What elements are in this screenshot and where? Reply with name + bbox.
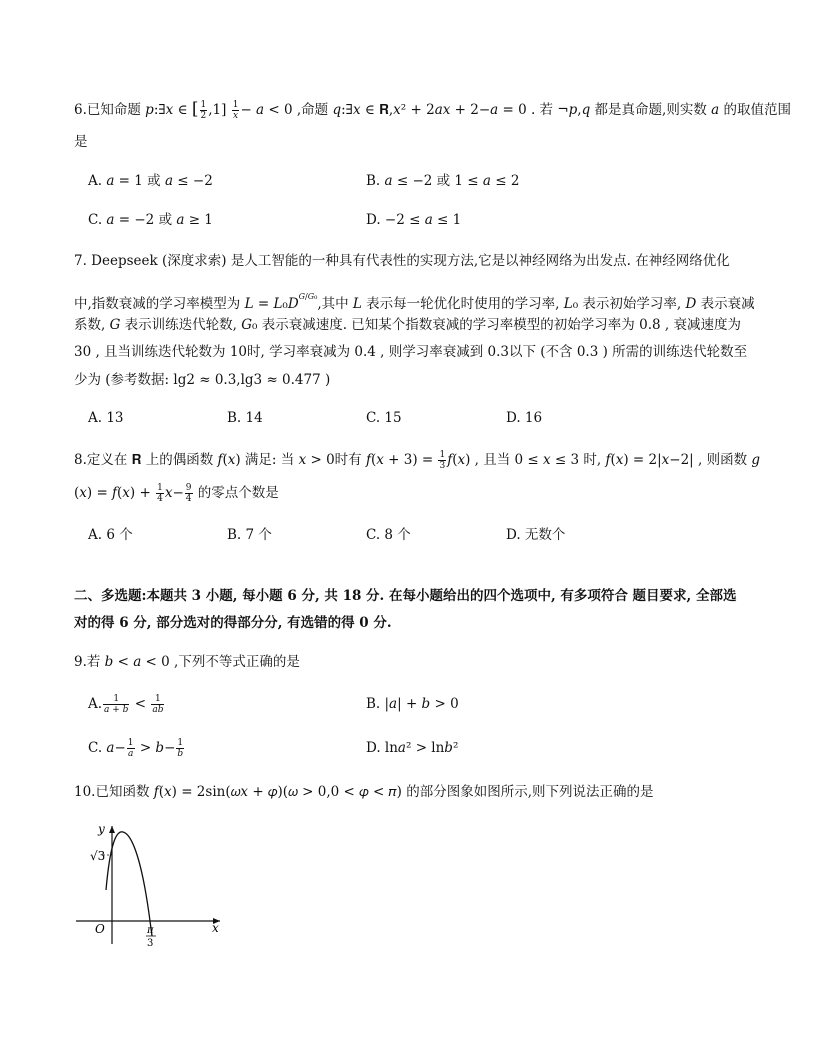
q6-line-2: 是 xyxy=(74,134,88,150)
x-tick-three: 3 xyxy=(147,938,154,949)
q9-option-a[interactable] xyxy=(88,694,165,715)
q9-a-fraction-2: $\frac{1}{\text{𝑎𝑏}}$ xyxy=(152,694,164,715)
q9-c-fraction-1: $\frac{1}{\text{𝑎}}$ xyxy=(127,738,134,759)
q8-text-2b: 𝑥− xyxy=(164,485,184,501)
q7-option-b[interactable]: B. 14 xyxy=(227,410,263,426)
q8-option-a[interactable]: A. 6 个 xyxy=(88,527,133,543)
q6-option-a[interactable]: A. 𝑎 = 1 或 𝑎 ≤ −2 xyxy=(88,173,213,189)
q6-line-1 xyxy=(74,99,791,121)
q7-line-1: 7. Deepseek (深度求索) 是人工智能的一种具有代表性的实现方法,它是以神经网络为出发点. 在神经网络优化 xyxy=(74,253,730,269)
q10-graph xyxy=(70,820,230,950)
q6-interval-mid: ,1] xyxy=(208,102,227,118)
q8-nine-quarters-fraction: $\frac{9}{4}$ xyxy=(185,483,192,504)
x-tick-pi: π xyxy=(147,925,154,936)
q9-a-less-than: < xyxy=(130,696,151,712)
y-axis-arrow xyxy=(109,826,115,833)
sine-curve xyxy=(106,832,152,936)
q9-a-fraction-1: $\frac{1}{\text{𝑎 + 𝑏}}$ xyxy=(104,694,129,715)
q7-text-2b: ,其中 𝐿 表示每一轮优化时使用的学习率, 𝐿₀ 表示初始学习率, 𝐷 表示衰减 xyxy=(317,296,755,312)
q8-quarter-fraction: $\frac{1}{4}$ xyxy=(157,483,163,504)
q7-option-a[interactable]: A. 13 xyxy=(88,410,124,426)
q9-c-greater-than: > 𝑏− xyxy=(135,740,176,756)
section2-heading-line-2: 对的得 6 分, 部分选对的得部分分, 有选错的得 0 分. xyxy=(74,615,392,631)
q8-text-1b: 𝑓(𝑥) , 且当 0 ≤ 𝑥 ≤ 3 时, 𝑓(𝑥) = 2|𝑥−2| , 则函数 𝑔 xyxy=(447,452,761,468)
q7-line-2 xyxy=(74,287,755,314)
q9-option-c[interactable] xyxy=(88,738,185,759)
q9-stem: 9.若 𝑏 < 𝑎 < 0 ,下列不等式正确的是 xyxy=(74,654,300,670)
q7-text-2a: 中,指数衰减的学习率模型为 𝐿 = 𝐿₀𝐷 xyxy=(74,296,299,312)
q6-option-c[interactable]: C. 𝑎 = −2 或 𝑎 ≥ 1 xyxy=(88,212,213,228)
q7-line-4: 30 , 且当训练迭代轮数为 10时, 学习率衰减为 0.4 , 则学习率衰减到 0.3以下 (不含 0.3 ) 所需的训练迭代轮数至 xyxy=(74,344,748,360)
q6-text-1: 6.已知命题 𝑝:∃𝑥 ∈ xyxy=(74,102,192,118)
q6-half-fraction: $\frac{1}{2}$ xyxy=(200,100,207,121)
q8-text-2c: 的零点个数是 xyxy=(193,485,279,501)
q8-option-d[interactable]: D. 无数个 xyxy=(506,527,566,543)
q10-stem: 10.已知函数 𝑓(𝑥) = 2sin(𝜔𝑥 + 𝜑)(𝜔 > 0,0 < 𝜑 < 𝜋) 的部分图象如图所示,则下列说法正确的是 xyxy=(74,784,654,800)
q8-option-b[interactable]: B. 7 个 xyxy=(227,527,272,543)
q6-reciprocal-fraction: $\frac{1}{\text{𝑥}}$ xyxy=(232,100,239,121)
q9-a-label: A. xyxy=(88,696,103,712)
q7-exponent: 𝐺/𝐺₀ xyxy=(298,292,318,301)
q6-option-d[interactable]: D. −2 ≤ 𝑎 ≤ 1 xyxy=(366,212,462,228)
q8-line-1 xyxy=(74,450,760,471)
q9-option-b[interactable]: B. |𝑎| + 𝑏 > 0 xyxy=(366,696,459,712)
q8-third-fraction: $\frac{1}{3}$ xyxy=(439,450,446,471)
q7-line-3: 系数, 𝐺 表示训练迭代轮数, 𝐺₀ 表示衰减速度. 已知某个指数衰减的学习率模型的初始学习率为 0.8 , 衰减速度为 xyxy=(74,317,741,333)
origin-label: O xyxy=(95,922,105,936)
q8-line-2 xyxy=(74,483,279,504)
x-axis-label: x xyxy=(212,921,219,935)
q9-c-label: C. 𝑎− xyxy=(88,740,126,756)
q8-text-2a: (𝑥) = 𝑓(𝑥) + xyxy=(74,485,156,501)
section2-heading-line-1: 二、多选题:本题共 3 小题, 每小题 6 分, 共 18 分. 在每小题给出的四个选项中, 有多项符合 题目要求, 全部选 xyxy=(74,588,737,604)
q8-option-c[interactable]: C. 8 个 xyxy=(366,527,411,543)
y-axis-label: y xyxy=(98,822,105,836)
q9-c-fraction-2: $\frac{1}{\text{𝑏}}$ xyxy=(177,738,184,759)
q6-interval-open: [ xyxy=(191,99,199,119)
q9-option-d[interactable]: D. ln𝑎² > ln𝑏² xyxy=(366,740,459,756)
q7-option-c[interactable]: C. 15 xyxy=(366,410,402,426)
q8-text-1a: 8.定义在 𝐑 上的偶函数 𝑓(𝑥) 满足: 当 𝑥 > 0时有 𝑓(𝑥 + 3) = xyxy=(74,452,438,468)
q7-line-5: 少为 (参考数据: lg2 ≈ 0.3,lg3 ≈ 0.477 ) xyxy=(74,372,331,388)
q7-option-d[interactable]: D. 16 xyxy=(506,410,543,426)
q6-text-2: − 𝑎 < 0 ,命题 𝑞:∃𝑥 ∈ 𝐑,𝑥² + 2𝑎𝑥 + 2−𝑎 = 0 . 若 ¬𝑝,𝑞 都是真命题,则实数 𝑎 的取值范围 xyxy=(240,102,791,118)
y-tick-sqrt3: √3 xyxy=(90,849,106,863)
q6-option-b[interactable]: B. 𝑎 ≤ −2 或 1 ≤ 𝑎 ≤ 2 xyxy=(366,173,520,189)
